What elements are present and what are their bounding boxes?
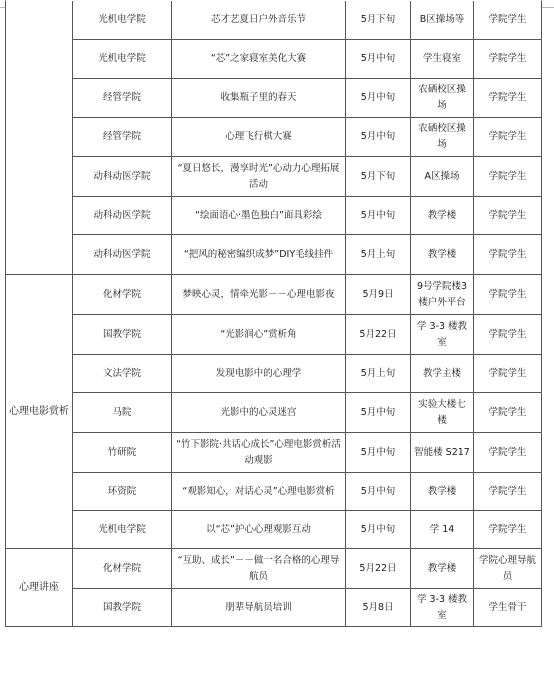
table-row (6, 511, 542, 549)
time-cell: 5月中旬 (346, 433, 411, 473)
college-cell: 化材学院 (73, 275, 172, 315)
audience-cell: 学院学生 (474, 157, 542, 197)
audience-cell: 学院学生 (474, 197, 542, 235)
college-cell: 经管学院 (73, 79, 172, 118)
location-cell: 教学楼 (411, 473, 474, 511)
college-cell: 化材学院 (73, 549, 172, 589)
time-cell: 5月中旬 (346, 393, 411, 433)
college-cell: 经管学院 (73, 118, 172, 157)
college-cell: 光机电学院 (73, 40, 172, 79)
activity-cell: “互助、成长”－－做一名合格的心理导航员 (172, 549, 346, 589)
college-cell: 马院 (73, 393, 172, 433)
table-row (6, 473, 542, 511)
audience-cell: 学院学生 (474, 511, 542, 549)
table-row (6, 118, 542, 157)
activity-cell: 发现电影中的心理学 (172, 355, 346, 393)
activity-cell: 心理飞行棋大赛 (172, 118, 346, 157)
activity-cell: “绘面语心·墨色独白”面具彩绘 (172, 197, 346, 235)
college-cell: 国教学院 (73, 589, 172, 627)
time-cell: 5月中旬 (346, 511, 411, 549)
college-cell: 光机电学院 (73, 1, 172, 40)
time-cell: 5月8日 (346, 589, 411, 627)
audience-cell: 学院学生 (474, 118, 542, 157)
time-cell: 5月中旬 (346, 473, 411, 511)
category-cell: 心理讲座 (6, 549, 73, 627)
location-cell: 智能楼 S217 (411, 433, 474, 473)
activity-cell: 朋辈导航员培训 (172, 589, 346, 627)
category-cell: 心理电影赏析 (6, 275, 73, 549)
college-cell: 竹研院 (73, 433, 172, 473)
audience-cell: 学院学生 (474, 79, 542, 118)
table-row (6, 197, 542, 235)
time-cell: 5月22日 (346, 549, 411, 589)
audience-cell: 学院学生 (474, 235, 542, 275)
time-cell: 5月下旬 (346, 1, 411, 40)
table-row (6, 393, 542, 433)
location-cell: 学 3-3 楼教室 (411, 589, 474, 627)
location-cell: 农硒校区操场 (411, 118, 474, 157)
table-row (6, 433, 542, 473)
audience-cell: 学生骨干 (474, 589, 542, 627)
category-cell (6, 1, 73, 275)
table-row (6, 549, 542, 589)
activity-cell: “竹下影院·共话心成长”心理电影赏析活动观影 (172, 433, 346, 473)
location-cell: 教学楼 (411, 549, 474, 589)
page-corner-mark-right (541, 0, 554, 8)
activity-cell: 梦映心灵，情牵光影－－心理电影夜 (172, 275, 346, 315)
time-cell: 5月上旬 (346, 355, 411, 393)
activity-cell: “芯”之家寝室美化大赛 (172, 40, 346, 79)
time-cell: 5月中旬 (346, 197, 411, 235)
college-cell: 文法学院 (73, 355, 172, 393)
audience-cell: 学院学生 (474, 355, 542, 393)
audience-cell: 学院心理导航员 (474, 549, 542, 589)
time-cell: 5月中旬 (346, 40, 411, 79)
table-row (6, 40, 542, 79)
college-cell: 动科动医学院 (73, 157, 172, 197)
audience-cell: 学院学生 (474, 40, 542, 79)
location-cell: 教学楼 (411, 235, 474, 275)
location-cell: 实验大楼七楼 (411, 393, 474, 433)
time-cell: 5月上旬 (346, 235, 411, 275)
activity-cell: 芯才艺夏日户外音乐节 (172, 1, 346, 40)
location-cell: 学 14 (411, 511, 474, 549)
location-cell: A区操场 (411, 157, 474, 197)
time-cell: 5月中旬 (346, 79, 411, 118)
table-row (6, 315, 542, 355)
table-row (6, 589, 542, 627)
activity-schedule-table (5, 1, 542, 627)
time-cell: 5月9日 (346, 275, 411, 315)
time-cell: 5月22日 (346, 315, 411, 355)
location-cell: 农硒校区操场 (411, 79, 474, 118)
table-row (6, 157, 542, 197)
location-cell: B区操场等 (411, 1, 474, 40)
activity-cell: “把风的秘密编织成梦”DIY毛线挂件 (172, 235, 346, 275)
activity-cell: “光影润心”赏析角 (172, 315, 346, 355)
location-cell: 教学楼 (411, 197, 474, 235)
location-cell: 9号学院楼3楼户外平台 (411, 275, 474, 315)
college-cell: 动科动医学院 (73, 235, 172, 275)
activity-cell: “观影知心，对话心灵”心理电影赏析 (172, 473, 346, 511)
activity-cell: 收集瓶子里的春天 (172, 79, 346, 118)
audience-cell: 学院学生 (474, 1, 542, 40)
audience-cell: 学院学生 (474, 433, 542, 473)
table-row (6, 275, 542, 315)
table-row (6, 355, 542, 393)
location-cell: 学 3-3 楼教室 (411, 315, 474, 355)
audience-cell: 学院学生 (474, 393, 542, 433)
location-cell: 学生寝室 (411, 40, 474, 79)
table-row (6, 235, 542, 275)
time-cell: 5月中旬 (346, 118, 411, 157)
time-cell: 5月下旬 (346, 157, 411, 197)
audience-cell: 学院学生 (474, 275, 542, 315)
table-row (6, 79, 542, 118)
college-cell: 动科动医学院 (73, 197, 172, 235)
audience-cell: 学院学生 (474, 315, 542, 355)
audience-cell: 学院学生 (474, 473, 542, 511)
college-cell: 环资院 (73, 473, 172, 511)
college-cell: 国教学院 (73, 315, 172, 355)
location-cell: 教学主楼 (411, 355, 474, 393)
table-row (6, 1, 542, 40)
activity-cell: 光影中的心灵迷宫 (172, 393, 346, 433)
college-cell: 光机电学院 (73, 511, 172, 549)
activity-cell: 以“芯”护心心理观影互动 (172, 511, 346, 549)
activity-cell: “夏日悠长，漫享时光”心动力心理拓展活动 (172, 157, 346, 197)
